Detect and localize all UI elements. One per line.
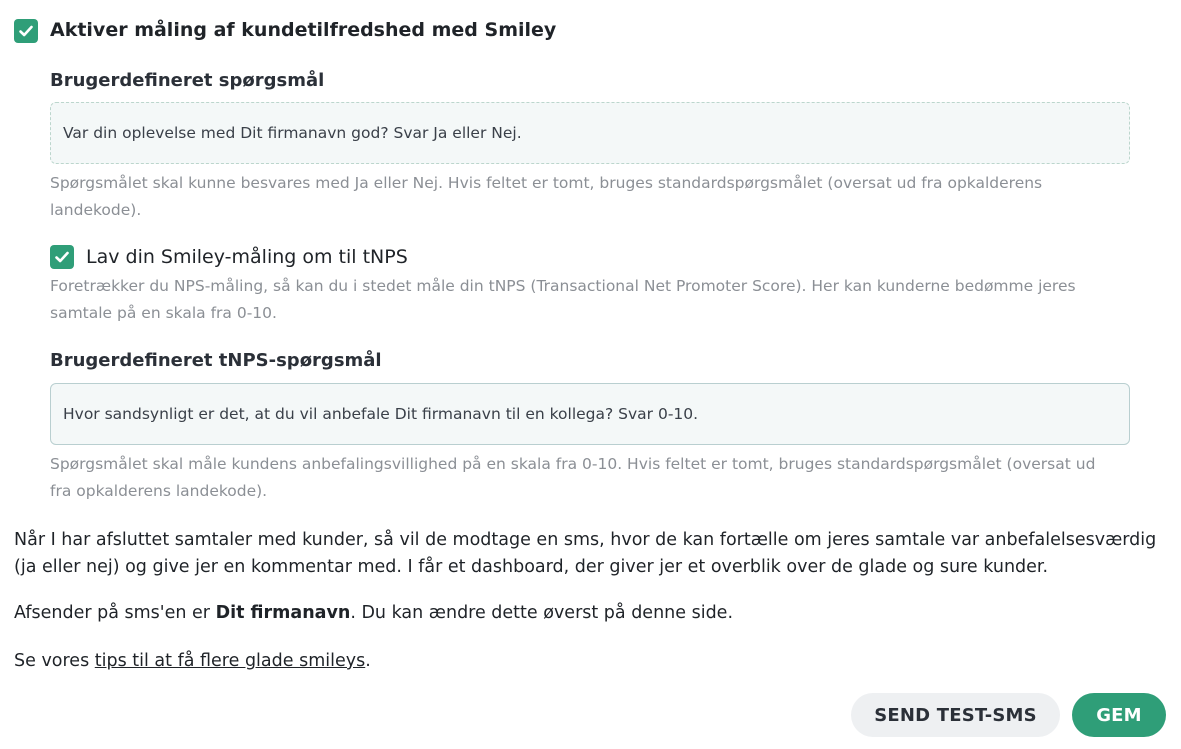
tnps-help-line1: Foretrækker du NPS-måling, så kan du i stedet måle din tNPS (Transactional Net Promoter Score). Her kan kunderne bedømme jeres [50, 277, 1076, 295]
enable-smiley-checkbox[interactable] [14, 19, 38, 43]
enable-smiley-label: Aktiver måling af kundetilfredshed med Smiley [50, 19, 557, 41]
info-paragraph-line1: Når I har afsluttet samtaler med kunder, så vil de modtage en sms, hvor de kan fortælle om jeres samtale var anbefalelsesværdig [14, 530, 1157, 550]
tips-paragraph [14, 648, 371, 675]
sender-prefix: Afsender på sms'en er [14, 603, 216, 623]
custom-question-help-line1: Spørgsmålet skal kunne besvares med Ja eller Nej. Hvis feltet er tomt, bruges standardspørgsmålet (oversat ud fra opkalderens [50, 174, 1043, 192]
info-paragraph [14, 527, 1156, 581]
save-button[interactable]: GEM [1072, 693, 1166, 737]
sender-name: Dit firmanavn [215, 603, 351, 623]
tnps-question-help [50, 451, 1150, 505]
info-paragraph-line2: (ja eller nej) og give jer en kommentar med. I får et dashboard, der giver jer et overblik over de glade og sure kunder. [14, 557, 1049, 577]
custom-question-input[interactable] [50, 102, 1130, 164]
tnps-question-placeholder: Hvor sandsynligt er det, at du vil anbefale Dit firmanavn til en kollega? Svar 0-10. [63, 405, 699, 423]
custom-question-help [50, 170, 1150, 224]
tnps-question-heading: Brugerdefineret tNPS-spørgsmål [50, 350, 382, 371]
tnps-question-help-line1: Spørgsmålet skal måle kundens anbefalingsvillighed på en skala fra 0-10. Hvis feltet er tomt, bruges standardspørgsmålet (oversat ud [50, 455, 1096, 473]
tips-suffix: . [365, 651, 371, 671]
tips-link[interactable]: tips til at få flere glade smileys [94, 651, 366, 671]
send-test-sms-button[interactable]: SEND TEST-SMS [851, 693, 1060, 737]
tnps-help-line2: samtale på en skala fra 0-10. [50, 304, 277, 322]
custom-question-placeholder: Var din oplevelse med Dit firmanavn god? Svar Ja eller Nej. [63, 124, 522, 142]
checkmark-icon [18, 23, 34, 39]
checkmark-icon [54, 249, 70, 265]
sender-paragraph [14, 600, 733, 627]
custom-question-heading: Brugerdefineret spørgsmål [50, 70, 325, 91]
tips-prefix: Se vores [14, 651, 95, 671]
tnps-label: Lav din Smiley-måling om til tNPS [86, 246, 408, 268]
sender-suffix: . Du kan ændre dette øverst på denne side. [350, 603, 734, 623]
tnps-help [50, 273, 1150, 327]
custom-question-help-line2: landekode). [50, 201, 142, 219]
tnps-checkbox[interactable] [50, 245, 74, 269]
tnps-question-input[interactable] [50, 383, 1130, 445]
tnps-question-help-line2: fra opkalderens landekode). [50, 482, 268, 500]
